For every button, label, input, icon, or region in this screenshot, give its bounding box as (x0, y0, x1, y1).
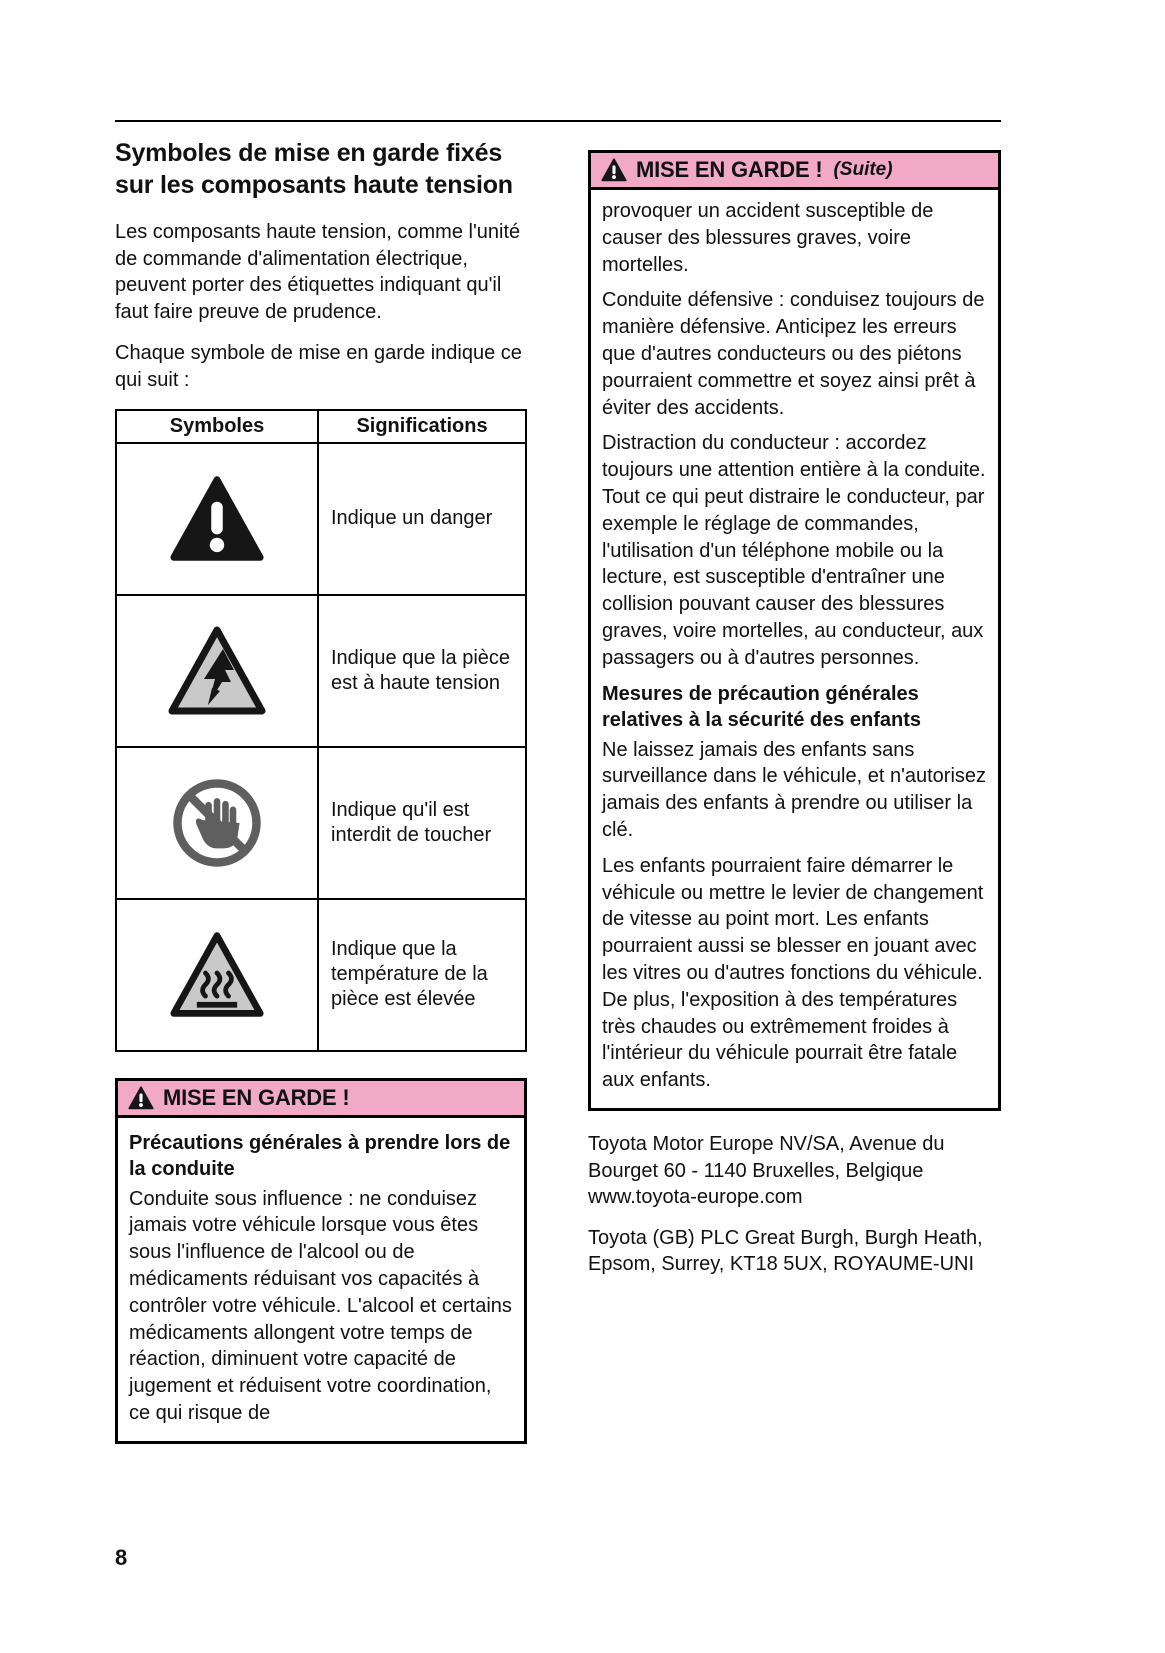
table-row (116, 747, 526, 899)
column-header-meanings: Significations (318, 410, 526, 443)
warning-paragraph: Conduite sous influence : ne conduisez jamais votre véhicule lorsque vous êtes sous l'influence de l'alcool ou de médicaments réduisant vos capacités à contrôler votre véhicule. L'alcool et certains médicaments allongent votre temps de réaction, diminuent votre capacité de jugement et réduisent votre coordination, ce qui risque de (129, 1187, 512, 1424)
warning-paragraph: provoquer un accident susceptible de causer des blessures graves, voire mortelles. (602, 200, 934, 276)
no-touch-icon (170, 776, 264, 870)
danger-triangle-icon (169, 474, 265, 564)
warning-box-body (118, 1118, 524, 1441)
warning-paragraph: Ne laissez jamais des enfants sans surveillance dans le véhicule, et n'autorisez jamais des enfants à prendre ou utiliser la clé. (602, 738, 987, 841)
warning-box-continued (588, 150, 1001, 1111)
warning-box-header (118, 1081, 524, 1118)
address-europe: Toyota Motor Europe NV/SA, Avenue du Bourget 60 - 1140 Bruxelles, Belgique www.toyota-europe.com (588, 1132, 945, 1209)
hot-surface-icon (169, 930, 265, 1020)
warning-title: MISE EN GARDE ! (163, 1084, 350, 1110)
warning-triangle-icon (128, 1086, 154, 1110)
warning-box-body (591, 190, 998, 1108)
page-number: 8 (115, 1545, 128, 1570)
warning-title: MISE EN GARDE ! (636, 157, 823, 182)
right-column (588, 150, 1001, 1278)
warning-paragraph: Les enfants pourraient faire démarrer le véhicule ou mettre le levier de changement de vitesse au point mort. Les enfants pourraient aussi se blesser en jouant avec les vitres ou d'autres fonctions du véhicule. De plus, l'exposition à des températures très chaudes ou extrêmement froides à l'intérieur du véhicule pourrait être fatale aux enfants. (602, 854, 984, 1092)
table-row (116, 443, 526, 595)
intro-paragraph-1: Les composants haute tension, comme l'unité de commande d'alimentation électrique, peuvent porter des étiquettes indiquant qu'il faut faire preuve de prudence. (115, 221, 521, 323)
warning-suite-label: (Suite) (833, 159, 893, 180)
top-rule (115, 120, 1001, 122)
symbols-table (115, 409, 527, 1052)
symbol-meaning: Indique que la température de la pièce est élevée (318, 899, 526, 1051)
symbol-meaning: Indique qu'il est interdit de toucher (318, 747, 526, 899)
warning-box (115, 1078, 527, 1444)
warning-paragraph: Distraction du conducteur : accordez toujours une attention entière à la conduite. Tout ce qui peut distraire le conducteur, par exemple le réglage de commandes, l'utilisation d'un téléphone mobile ou la lecture, est susceptible d'entraîner une collision pouvant causer des blessures graves, voire mortelles, au conducteur, aux passagers ou à d'autres personnes. (602, 432, 986, 669)
warning-triangle-icon (601, 158, 627, 182)
left-column (115, 138, 527, 1444)
table-row (116, 595, 526, 747)
warning-subheading: Précautions générales à prendre lors de la conduite (129, 1131, 511, 1180)
high-voltage-icon (167, 625, 267, 717)
section-heading: Symboles de mise en garde fixés sur les composants haute tension (115, 139, 513, 199)
symbol-meaning: Indique que la pièce est à haute tension (318, 595, 526, 747)
intro-paragraph-2: Chaque symbole de mise en garde indique ce qui suit : (115, 342, 522, 391)
address-gb: Toyota (GB) PLC Great Burgh, Burgh Heath, Epsom, Surrey, KT18 5UX, ROYAUME-UNI (588, 1226, 983, 1276)
table-row (116, 899, 526, 1051)
warning-subheading: Mesures de précaution générales relatives à la sécurité des enfants (602, 682, 922, 731)
column-header-symbols: Symboles (116, 410, 318, 443)
warning-box-header (591, 153, 998, 190)
table-header-row (116, 410, 526, 443)
symbol-meaning: Indique un danger (318, 443, 526, 595)
warning-paragraph: Conduite défensive : conduisez toujours de manière défensive. Anticipez les erreurs que d'autres conducteurs ou des piétons pourraient commettre et soyez ainsi prêt à éviter des accidents. (602, 289, 985, 419)
